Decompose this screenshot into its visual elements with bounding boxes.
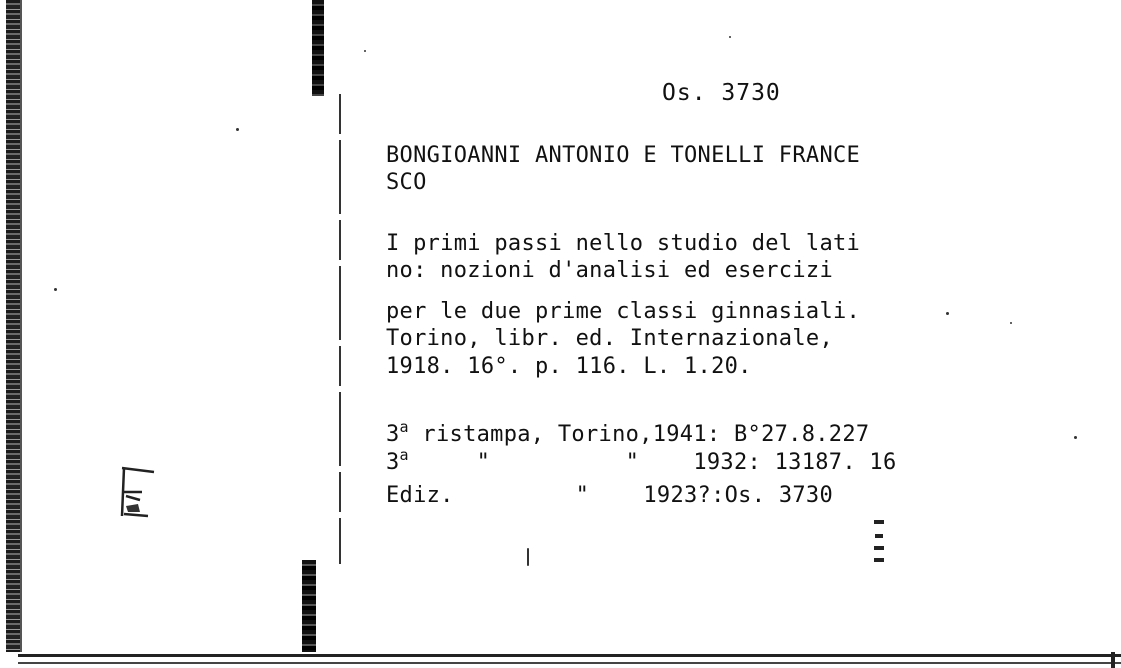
card-bottom-edge-lower — [18, 662, 1121, 664]
holding-text: ristampa, Torino,1941: B°27.8.227 — [408, 422, 870, 447]
holding-line-1 — [386, 418, 869, 447]
holding-text: " " 1932: 13187. 16 — [408, 450, 897, 475]
title-line-4: Torino, libr. ed. Internazionale, — [386, 326, 833, 351]
speck — [946, 312, 949, 315]
stamp-mark — [118, 466, 158, 520]
speck — [236, 128, 239, 131]
author-line-1: BONGIOANNI ANTONIO E TONELLI FRANCE — [386, 143, 861, 168]
title-line-2: no: nozioni d'analisi ed esercizi — [386, 258, 833, 283]
speck — [1010, 322, 1012, 324]
holding-line-3 — [386, 479, 833, 508]
speck — [54, 288, 57, 291]
card-bottom-edge — [18, 654, 1121, 657]
card-left-edge-line — [20, 0, 22, 652]
holding-text: " 1923?:Os. 3730 — [453, 483, 833, 508]
corner-mark — [1111, 652, 1115, 668]
holding-prefix: 3 — [386, 422, 400, 447]
card-left-edge — [6, 0, 20, 652]
title-line-3: per le due prime classi ginnasiali. — [386, 299, 861, 324]
binding-mark-top — [312, 0, 324, 96]
speck — [527, 548, 529, 566]
card-divider-line — [339, 94, 341, 564]
holding-prefix: 3 — [386, 450, 400, 475]
speck — [1074, 436, 1077, 439]
title-line-5: 1918. 16°. p. 116. L. 1.20. — [386, 354, 752, 379]
binding-mark-bottom — [302, 560, 316, 652]
call-number: Os. 3730 — [662, 80, 781, 106]
speck — [364, 50, 366, 52]
holding-superscript: a — [399, 418, 409, 436]
holding-prefix: Ediz. — [386, 483, 454, 508]
ink-marks — [872, 518, 888, 568]
author-line-2: SCO — [386, 170, 427, 195]
speck — [729, 36, 731, 38]
holding-superscript: a — [399, 446, 409, 464]
holding-line-2 — [386, 446, 897, 475]
title-line-1: I primi passi nello studio del lati — [386, 231, 861, 256]
